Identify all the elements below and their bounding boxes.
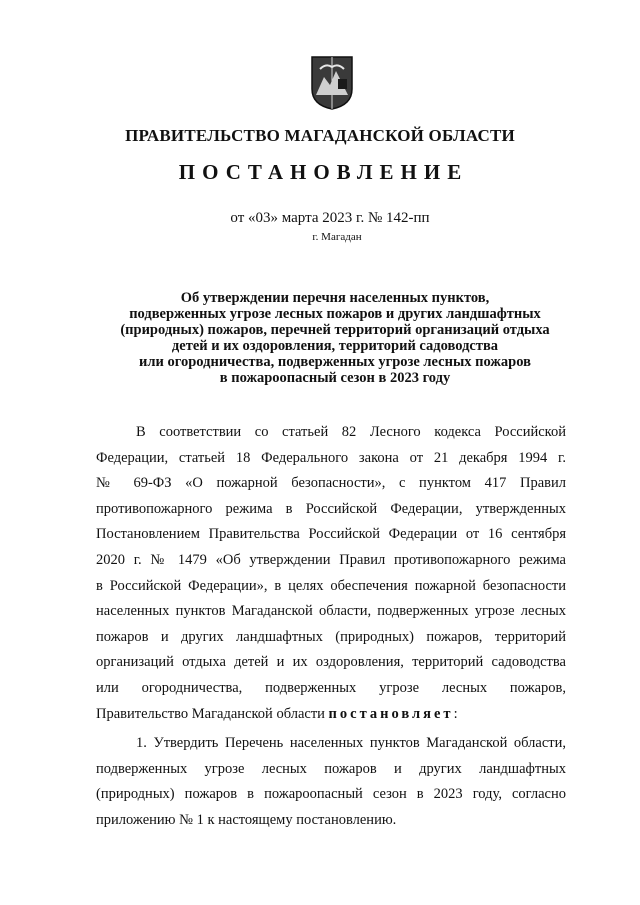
body-line: Постановлением Правительства Российской Федерации от 16 сентября	[96, 526, 566, 543]
coat-of-arms-icon	[310, 55, 354, 111]
item-1-paragraph	[96, 731, 566, 833]
body-line: пожаров и других ландшафтных (природных) пожаров, территорий	[96, 628, 566, 645]
preamble-prefix: Правительство Магаданской области	[96, 705, 329, 722]
city-name: г. Магадан	[312, 231, 362, 243]
body-line-last	[96, 702, 566, 728]
title-line: (природных) пожаров, перечней территорий организаций отдыха	[120, 322, 550, 338]
body-line: В соответствии со статьей 82 Лесного кодекса Российской	[136, 424, 566, 440]
preamble-paragraph	[96, 420, 566, 727]
title-line: или огородничества, подверженных угрозе лесных пожаров	[139, 354, 531, 370]
body-line: населенных пунктов Магаданской области, подверженных угрозе лесных	[96, 603, 566, 620]
document-type: ПОСТАНОВЛЕНИЕ	[178, 160, 469, 184]
body-line: 1. Утвердить Перечень населенных пунктов Магаданской области,	[136, 735, 566, 752]
body-line: противопожарного режима в Российской Федерации, утвержденных	[96, 500, 566, 517]
document-body	[96, 420, 566, 834]
date-and-number: от «03» марта 2023 г. № 142-пп	[230, 210, 430, 226]
title-line: подверженных угрозе лесных пожаров и других ландшафтных	[129, 306, 541, 322]
title-line: Об утверждении перечня населенных пунктов,	[180, 290, 490, 306]
body-line: подверженных угрозе лесных пожаров и других ландшафтных	[96, 760, 566, 777]
body-line: Федерации, статьей 18 Федерального закона от 21 декабря 1994 г.	[96, 449, 566, 466]
body-line: № 69-ФЗ «О пожарной безопасности», с пунктом 417 Правил	[96, 475, 566, 492]
body-line: (природных) пожаров в пожароопасный сезон в 2023 году, согласно	[96, 786, 566, 803]
resolution-word: постановляет	[328, 705, 454, 722]
body-line: организаций отдыха детей и их оздоровления, территорий садоводства	[96, 654, 566, 671]
title-line: детей и их оздоровления, территорий садоводства	[171, 338, 499, 354]
body-line: 2020 г. № 1479 «Об утверждении Правил противопожарного режима	[96, 551, 566, 568]
title-line: в пожароопасный сезон в 2023 году	[219, 370, 451, 386]
body-line: приложению № 1 к настоящему постановлению.	[96, 811, 397, 828]
document-title	[95, 290, 575, 386]
body-line: в Российской Федерации», в целях обеспечения пожарной безопасности	[96, 577, 566, 594]
government-name: ПРАВИТЕЛЬСТВО МАГАДАНСКОЙ ОБЛАСТИ	[125, 126, 515, 145]
body-line: или огородничества, подверженных угрозе лесных пожаров,	[96, 679, 566, 696]
preamble-suffix: :	[453, 705, 458, 722]
